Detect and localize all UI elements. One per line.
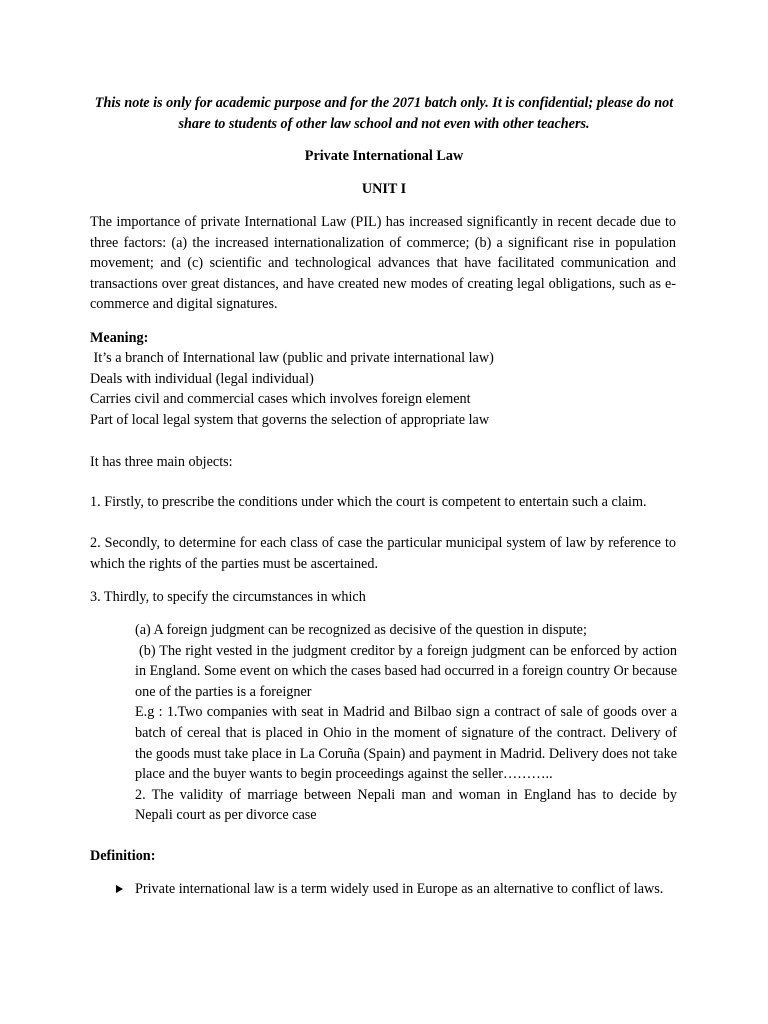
meaning-line: Part of local legal system that governs the selection of appropriate law: [90, 411, 490, 428]
definition-list: [90, 879, 678, 900]
object-third: 3. Thirdly, to specify the circumstances in which: [90, 589, 366, 605]
document-title: Private International Law: [304, 148, 464, 164]
meaning-list: [90, 348, 676, 430]
meaning-line: It’s a branch of International law (public and private international law): [90, 350, 494, 366]
confidentiality-notice: This note is only for academic purpose and for the 2071 batch only. It is confidential; please do not share to students of other law school and not even with other teachers.: [94, 95, 674, 132]
object-second: 2. Secondly, to determine for each class of case the particular municipal system of law by reference to which the rights of the parties must be ascertained.: [90, 535, 676, 572]
definition-item: [90, 879, 678, 900]
bullet-arrow-icon: [116, 885, 123, 893]
meaning-heading: Meaning:: [90, 330, 149, 346]
intro-paragraph: The importance of private International Law (PIL) has increased significantly in recent decade due to three factors: (a) the increased internationalization of commerce; (b) a significant rise in population movement; and (c) scientific and technological advances that have facilitated communication and transactions over great distances, and have created new modes of creating legal obligations, such as e-commerce and digital signatures.: [90, 214, 676, 313]
object-third-subitems: [135, 620, 681, 826]
example-two: 2. The validity of marriage between Nepali man and woman in England has to decide by Nepali court as per divorce case: [135, 786, 681, 824]
object-first: 1. Firstly, to prescribe the conditions under which the court is competent to entertain such a claim.: [90, 494, 647, 510]
example-one: E.g : 1.Two companies with seat in Madrid and Bilbao sign a contract of sale of goods over a batch of cereal that is placed in Ohio in the moment of signature of the contract. Delivery of the goods must take place in La Coruña (Spain) and payment in Madrid. Delivery does not take place and the buyer wants to begin proceedings against the seller………..: [135, 704, 681, 783]
subitem-a: (a) A foreign judgment can be recognized as decisive of the question in dispute;: [135, 622, 587, 638]
meaning-line: Deals with individual (legal individual): [90, 370, 314, 387]
definition-item-text: Private international law is a term widely used in Europe as an alternative to conflict of laws.: [135, 881, 664, 897]
subitem-b: (b) The right vested in the judgment creditor by a foreign judgment can be enforced by action in England. Some event on which the cases based had occurred in a foreign country Or because one of the parties is a foreigner: [135, 642, 681, 700]
objects-intro: It has three main objects:: [90, 454, 233, 470]
unit-heading: UNIT I: [361, 181, 407, 197]
meaning-line: Carries civil and commercial cases which involves foreign element: [90, 391, 471, 408]
definition-heading: Definition:: [90, 848, 156, 864]
